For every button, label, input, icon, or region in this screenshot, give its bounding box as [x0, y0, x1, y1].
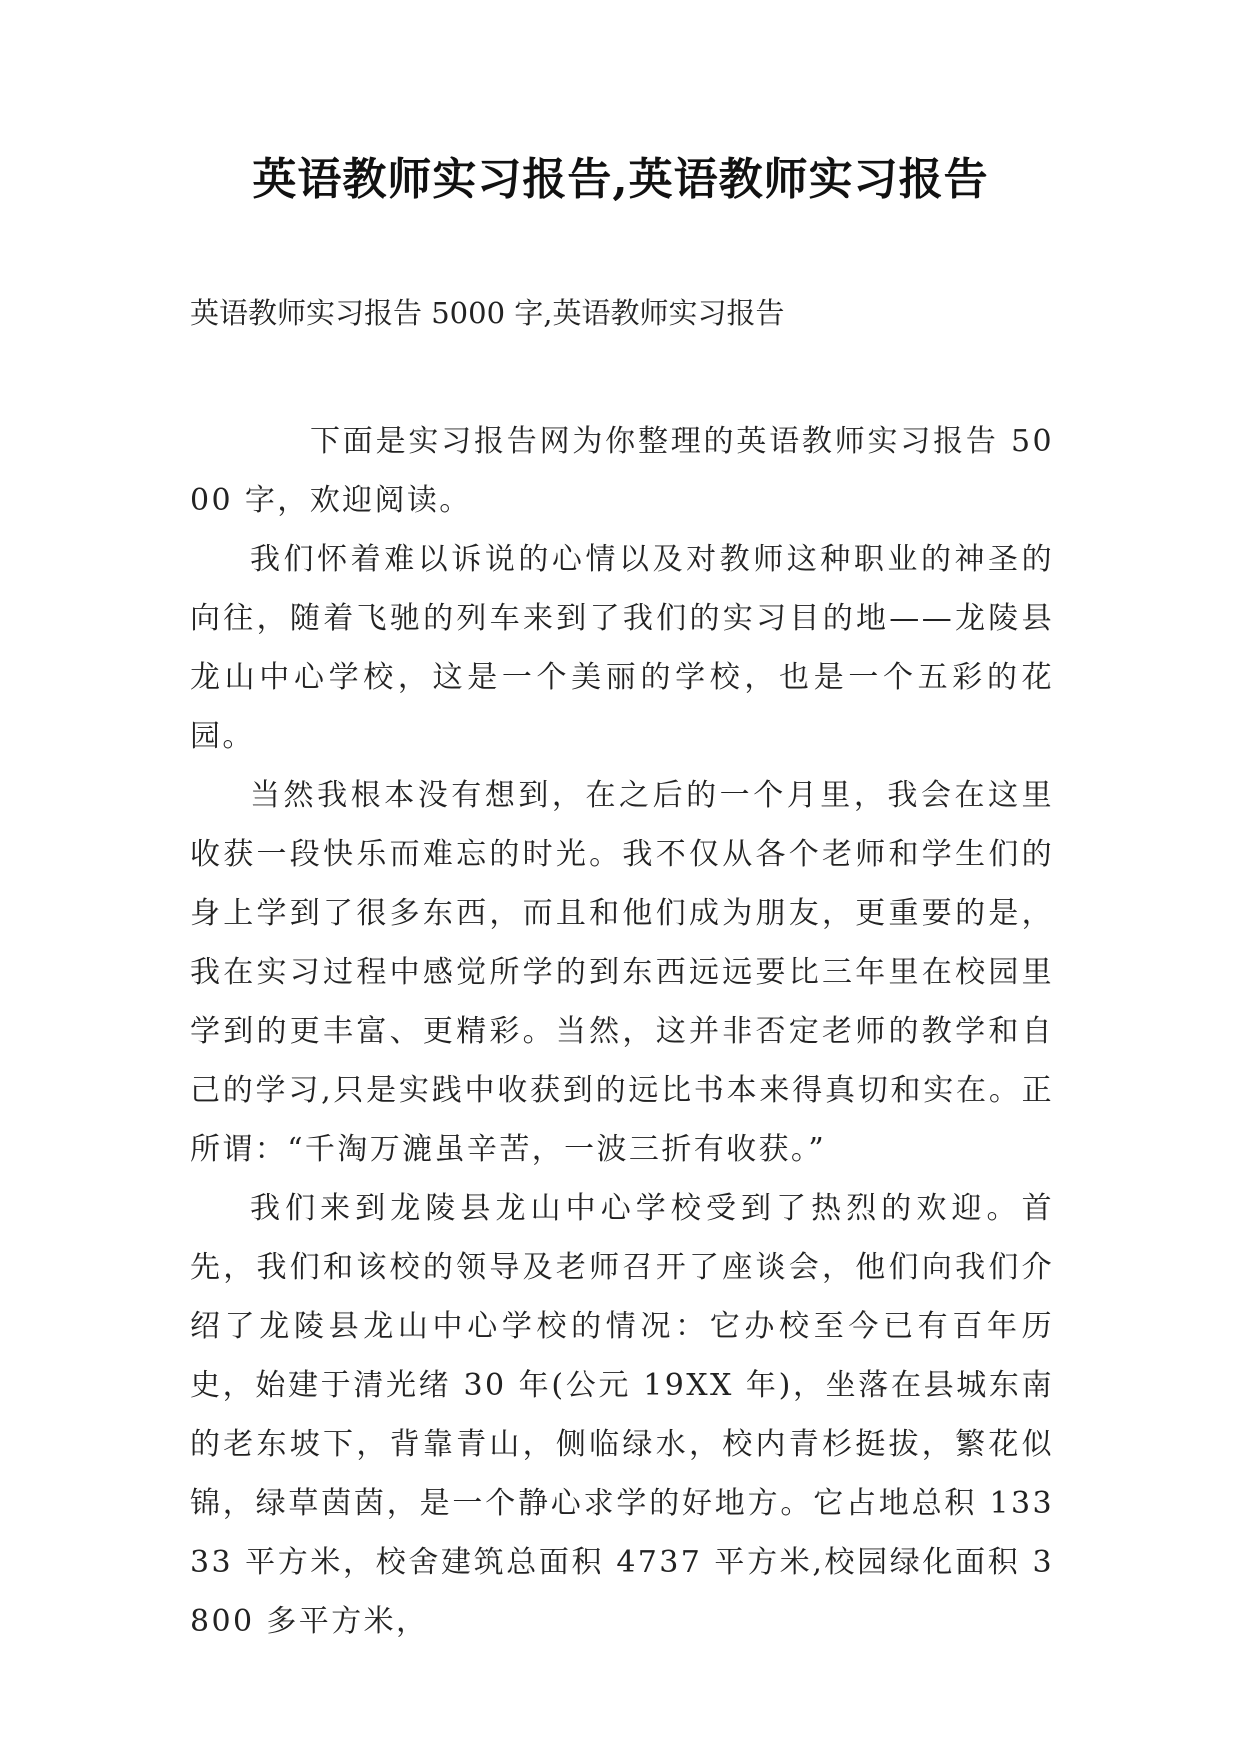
paragraph-reflection: 当然我根本没有想到，在之后的一个月里，我会在这里收获一段快乐而难忘的时光。我不仅从各个老师和学生们的身上学到了很多东西，而且和他们成为朋友，更重要的是，我在实习过程中感觉所学的到东西远远要比三年里在校园里学到的更丰富、更精彩。当然，这并非否定老师的教学和自己的学习,只是实践中收获到的远比书本来得真切和实在。正所谓：“千淘万漉虽辛苦，一波三折有收获。” [190, 778, 1054, 1167]
document-subtitle: 英语教师实习报告 5000 字,英语教师实习报告 [190, 296, 785, 330]
paragraph-school-intro: 我们来到龙陵县龙山中心学校受到了热烈的欢迎。首先，我们和该校的领导及老师召开了座谈会，他们向我们介绍了龙陵县龙山中心学校的情况：它办校至今已有百年历史，始建于清光绪 30 年(公元 19XX 年)，坐落在县城东南的老东坡下，背靠青山，侧临绿水，校内青杉挺拔，繁花似锦，绿草茵茵，是一个静心求学的好地方。它占地总积 13333 平方米，校舍建筑总面积 4737 平方米,校园绿化面积 3800 多平方米， [190, 1191, 1054, 1639]
document-title: 英语教师实习报告,英语教师实习报告 [252, 154, 989, 205]
document-body [190, 412, 1054, 1651]
paragraph-intro: 下面是实习报告网为你整理的英语教师实习报告 5000 字，欢迎阅读。 [190, 424, 1054, 518]
paragraph-arrival: 我们怀着难以诉说的心情以及对教师这种职业的神圣的向往，随着飞驰的列车来到了我们的实习目的地——龙陵县龙山中心学校，这是一个美丽的学校，也是一个五彩的花园。 [190, 542, 1054, 754]
